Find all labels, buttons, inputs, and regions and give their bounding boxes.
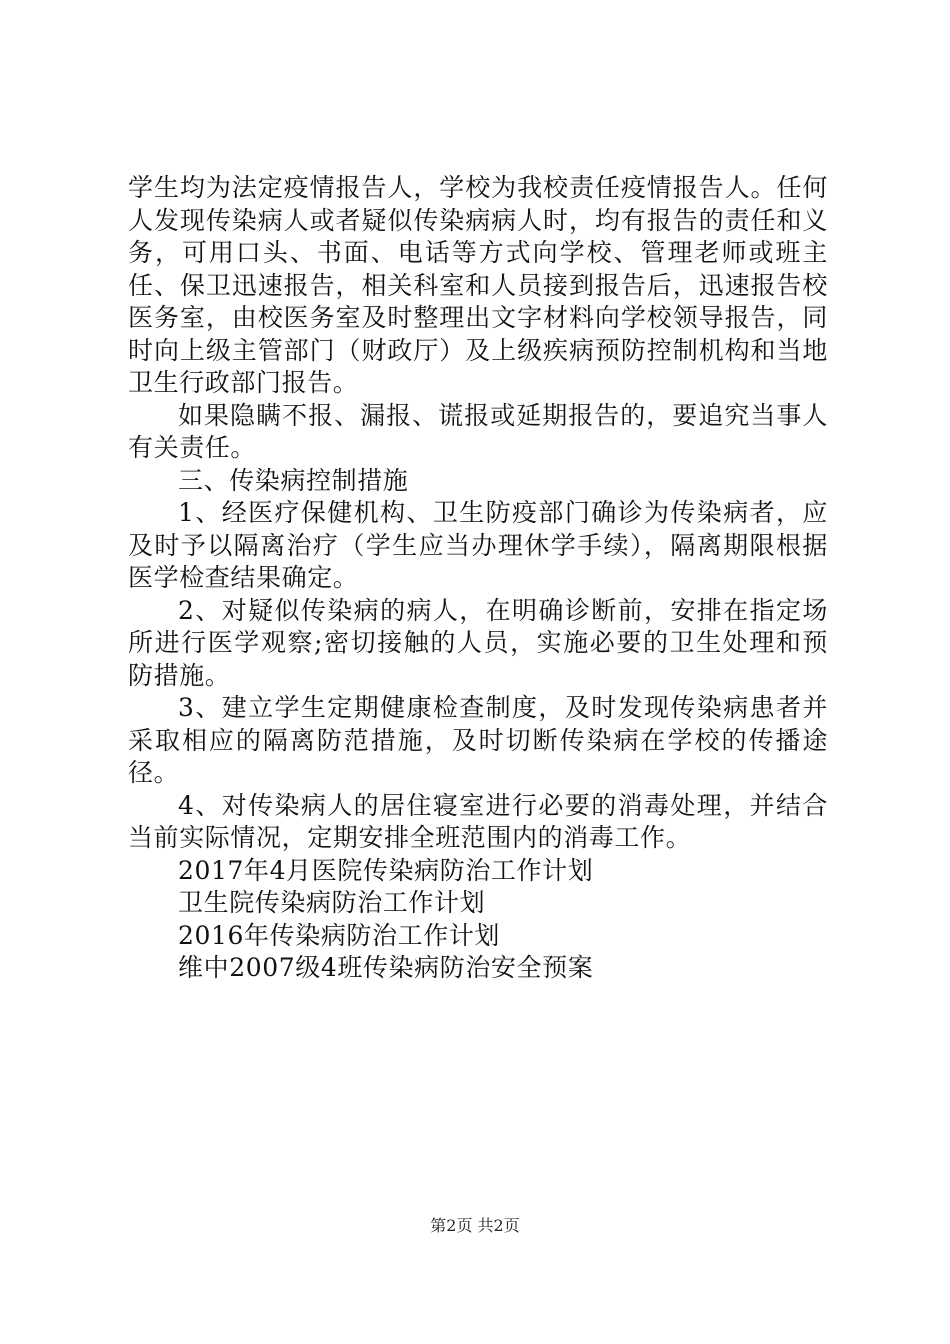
page-number-footer: 第2页 共2页	[430, 1216, 520, 1235]
paragraph-report-duty: 学生均为法定疫情报告人，学校为我校责任疫情报告人。任何人发现传染病人或者疑似传染病病人时，均有报告的责任和义务，可用口头、书面、电话等方式向学校、管理老师或班主任、保卫迅速报告，相关科室和人员接到报告后，迅速报告校医务室，由校医务室及时整理出文字材料向学校领导报告，同时向上级主管部门（财政厅）及上级疾病预防控制机构和当地卫生行政部门报告。	[128, 173, 828, 397]
paragraph-measure-2: 2、对疑似传染病的病人，在明确诊断前，安排在指定场所进行医学观察;密切接触的人员，实施必要的卫生处理和预防措施。	[128, 595, 828, 690]
related-title: 2016年传染病防治工作计划	[178, 920, 501, 950]
related-title: 2017年4月医院传染病防治工作计划	[178, 855, 594, 885]
paragraph-measure-3: 3、建立学生定期健康检查制度，及时发现传染病患者并采取相应的隔离防范措施，及时切断传染病在学校的传播途径。	[128, 693, 828, 787]
paragraph-accountability: 如果隐瞒不报、漏报、谎报或延期报告的，要追究当事人有关责任。	[128, 400, 828, 462]
paragraph-measure-4: 4、对传染病人的居住寝室进行必要的消毒处理，并结合当前实际情况，定期安排全班范围内的消毒工作。	[128, 790, 828, 852]
related-titles-list	[128, 855, 828, 985]
related-title: 维中2007级4班传染病防治安全预案	[178, 953, 594, 982]
document-body	[128, 172, 828, 985]
section-heading-control-measures: 三、传染病控制措施	[178, 465, 409, 495]
paragraph-measure-1: 1、经医疗保健机构、卫生防疫部门确诊为传染病者，应及时予以隔离治疗（学生应当办理休学手续），隔离期限根据医学检查结果确定。	[128, 498, 828, 592]
related-title: 卫生院传染病防治工作计划	[178, 888, 486, 917]
